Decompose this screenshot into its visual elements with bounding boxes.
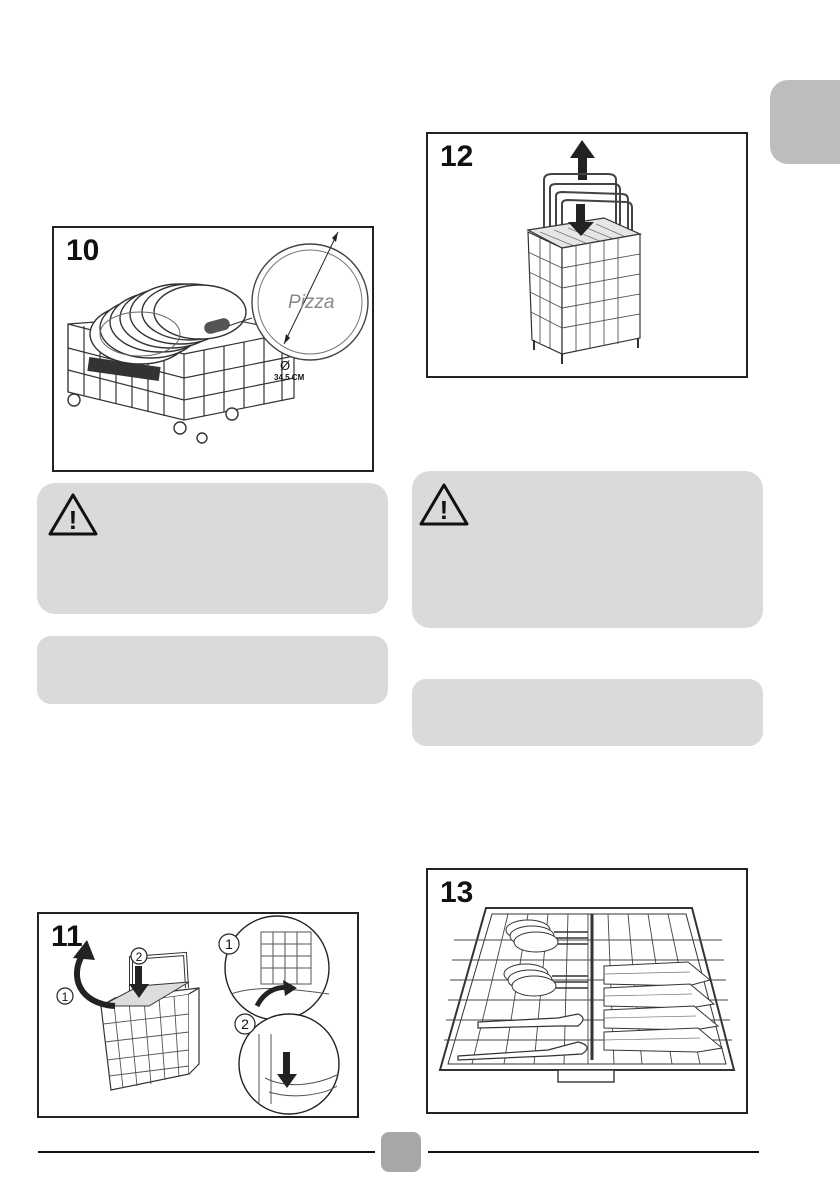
warning-triangle-icon — [418, 481, 470, 527]
diameter-symbol: Ø — [280, 358, 291, 373]
svg-text:!: ! — [68, 505, 78, 535]
svg-text:2: 2 — [241, 1016, 249, 1032]
diameter-value: 34,5 CM — [274, 373, 305, 382]
lower-basket-plates-illustration — [54, 228, 372, 470]
cutlery-basket-lid-illustration — [428, 134, 746, 376]
warning-panel-right — [412, 471, 763, 628]
figure-13 — [426, 868, 748, 1114]
figure-11 — [37, 912, 359, 1118]
cutlery-basket-removal-illustration — [39, 914, 357, 1116]
footer-rule-left — [38, 1151, 375, 1153]
cutlery-tray-illustration — [428, 870, 746, 1112]
footer-rule-right — [428, 1151, 759, 1153]
warning-panel-left — [37, 483, 388, 614]
svg-text:1: 1 — [225, 936, 233, 952]
figure-number: 12 — [440, 140, 474, 173]
page-number-badge — [381, 1132, 421, 1172]
warning-triangle-icon — [47, 491, 99, 537]
figure-number: 11 — [51, 920, 83, 953]
figure-10 — [52, 226, 374, 472]
figure-number: 13 — [440, 876, 474, 909]
note-panel-left — [37, 636, 388, 704]
svg-text:!: ! — [439, 495, 449, 525]
plate-label: Pizza — [288, 292, 335, 313]
note-panel-right — [412, 679, 763, 746]
figure-12 — [426, 132, 748, 378]
svg-text:1: 1 — [61, 990, 69, 1004]
language-tab — [770, 80, 840, 164]
figure-number: 10 — [66, 234, 100, 267]
svg-text:2: 2 — [135, 950, 143, 964]
